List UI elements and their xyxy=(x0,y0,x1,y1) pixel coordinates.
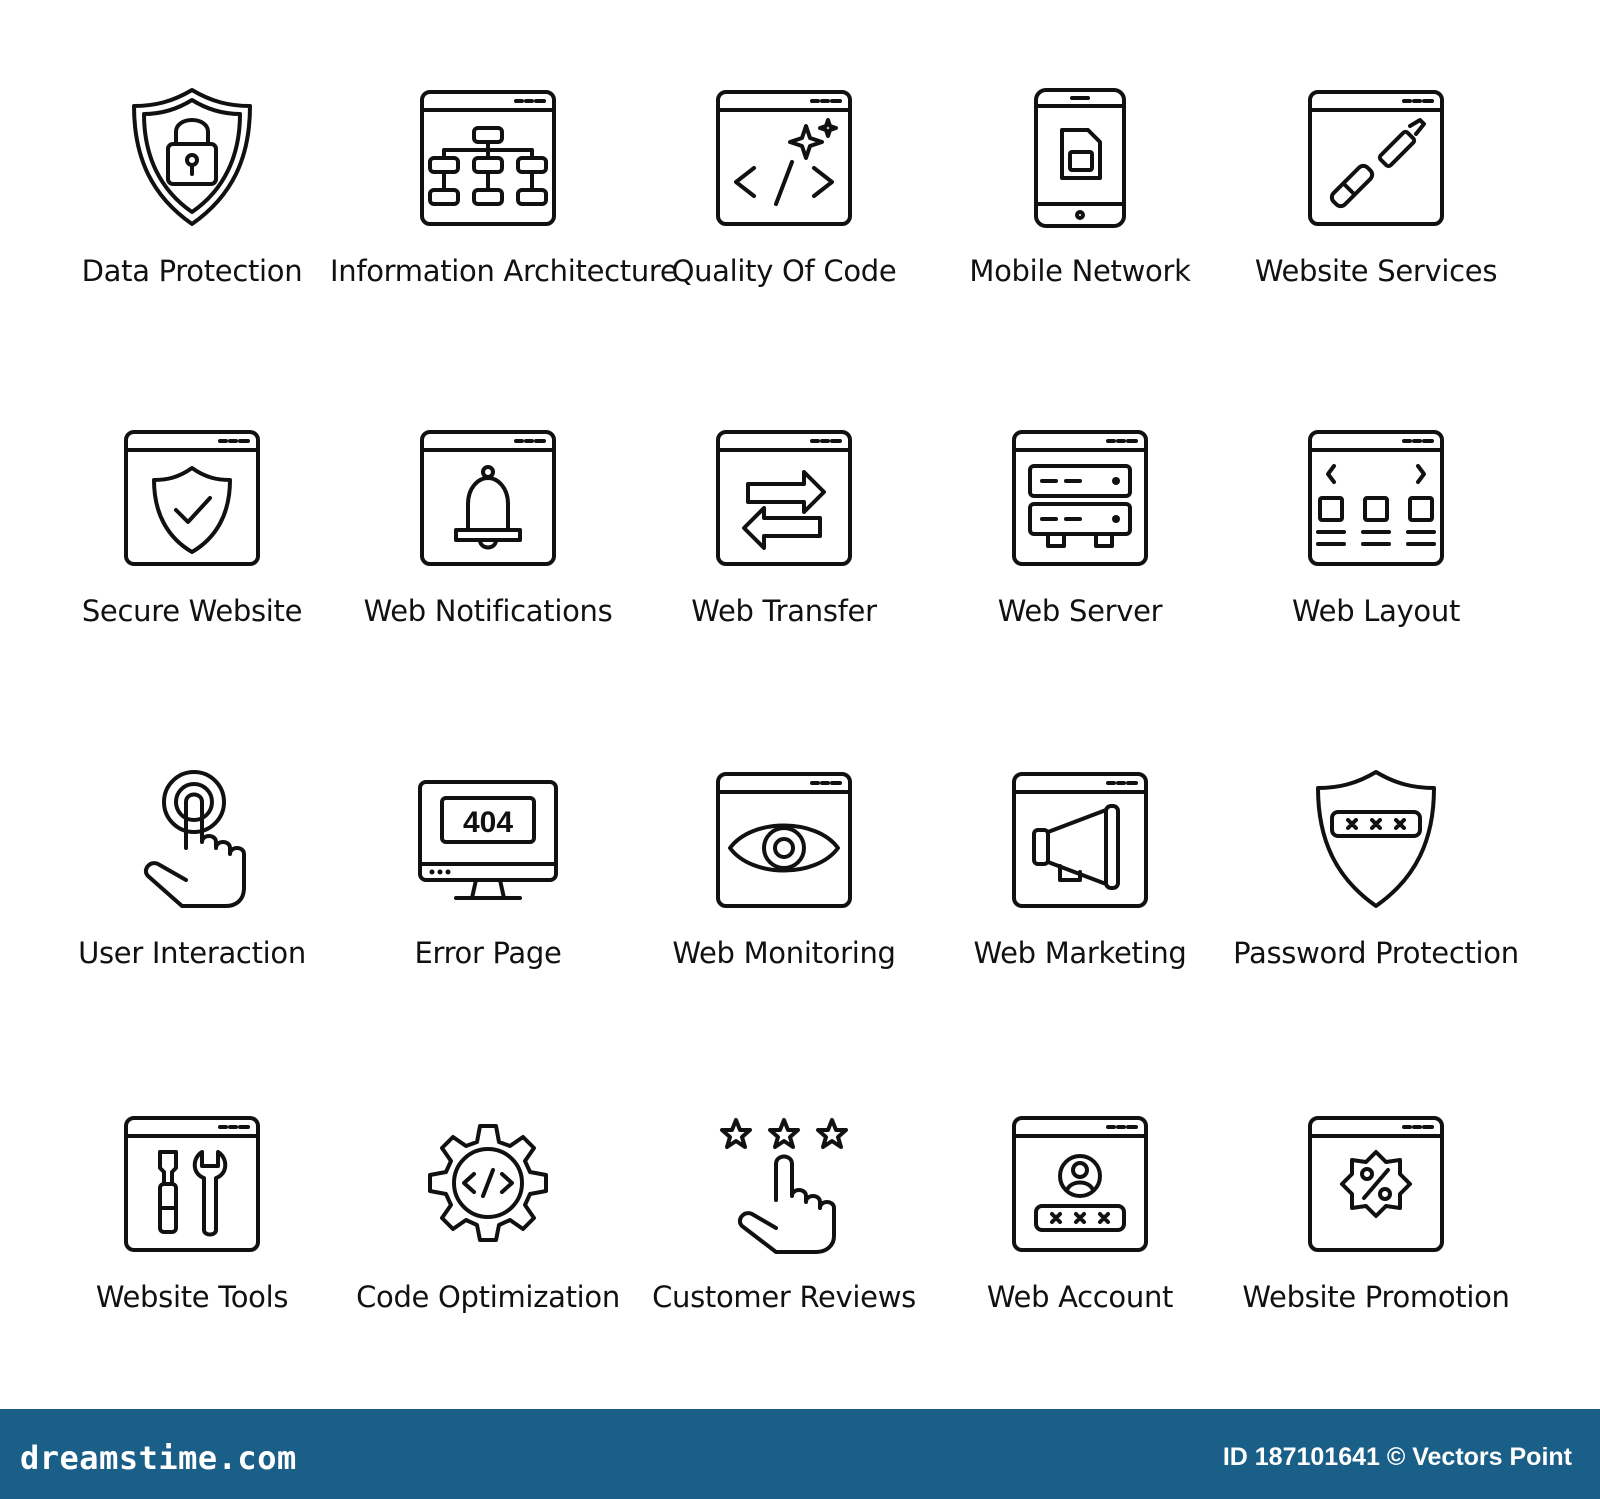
icon-label: Website Services xyxy=(1254,254,1498,288)
icon-tile xyxy=(1228,86,1524,386)
icon-tile xyxy=(932,86,1228,386)
icon-label: Web Marketing xyxy=(973,936,1187,970)
icon-label: Customer Reviews xyxy=(652,1280,916,1314)
icon-label: Password Protection xyxy=(1233,936,1519,970)
icon-tile xyxy=(932,1112,1228,1412)
stars-hand-icon xyxy=(712,1112,856,1256)
icon-label: Web Account xyxy=(986,1280,1174,1314)
icon-tile xyxy=(636,768,932,1068)
icon-tile xyxy=(340,1112,636,1412)
icon-tile xyxy=(44,86,340,386)
code-sparkle-icon xyxy=(712,86,856,230)
eye-window-icon xyxy=(712,768,856,912)
icon-tile xyxy=(932,426,1228,726)
icon-label: Web Transfer xyxy=(691,594,877,628)
icon-tile xyxy=(636,86,932,386)
server-window-icon xyxy=(1008,426,1152,570)
icon-tile xyxy=(330,86,678,386)
shield-password-icon xyxy=(1304,768,1448,912)
icon-label: Mobile Network xyxy=(969,254,1191,288)
icon-label: Web Monitoring xyxy=(672,936,896,970)
icon-label: Quality Of Code xyxy=(671,254,897,288)
icon-label: Web Layout xyxy=(1291,594,1461,628)
icon-tile xyxy=(1228,426,1524,726)
percent-badge-window-icon xyxy=(1304,1112,1448,1256)
icon-label: User Interaction xyxy=(78,936,306,970)
footer-bar xyxy=(0,1409,1600,1499)
megaphone-window-icon xyxy=(1008,768,1152,912)
error-code-text: 404 xyxy=(462,806,514,839)
account-window-icon xyxy=(1008,1112,1152,1256)
icon-tile xyxy=(340,768,636,1068)
screwdriver-window-icon xyxy=(1304,86,1448,230)
transfer-arrows-window-icon xyxy=(712,426,856,570)
icon-tile xyxy=(636,426,932,726)
code-gear-icon xyxy=(416,1112,560,1256)
shield-check-window-icon xyxy=(120,426,264,570)
icon-label: Website Promotion xyxy=(1242,1280,1510,1314)
shield-lock-icon xyxy=(120,86,264,230)
icon-label: Secure Website xyxy=(81,594,303,628)
icon-tile xyxy=(1228,768,1524,1068)
sitemap-window-icon xyxy=(416,86,560,230)
icon-label: Website Tools xyxy=(95,1280,289,1314)
layout-window-icon xyxy=(1304,426,1448,570)
icon-label: Web Server xyxy=(997,594,1163,628)
icon-tile xyxy=(44,1112,340,1412)
icon-label: Web Notifications xyxy=(363,594,613,628)
tap-hand-icon xyxy=(120,768,264,912)
phone-sim-icon xyxy=(1008,86,1152,230)
icon-tile xyxy=(44,768,340,1068)
bell-window-icon xyxy=(416,426,560,570)
icon-label: Error Page xyxy=(414,936,562,970)
image-credit: ID 187101641 © Vectors Point xyxy=(1222,1443,1572,1471)
icon-tile xyxy=(340,426,636,726)
icon-tile xyxy=(932,768,1228,1068)
brand-logo[interactable]: dreamstime.com xyxy=(20,1439,297,1477)
icon-tile xyxy=(636,1112,932,1412)
icon-tile xyxy=(1228,1112,1524,1412)
monitor-404-icon xyxy=(416,768,560,912)
tools-window-icon xyxy=(120,1112,264,1256)
icon-tile xyxy=(44,426,340,726)
icon-label: Code Optimization xyxy=(356,1280,620,1314)
icon-label: Information Architecture xyxy=(330,254,678,288)
icon-label: Data Protection xyxy=(81,254,303,288)
